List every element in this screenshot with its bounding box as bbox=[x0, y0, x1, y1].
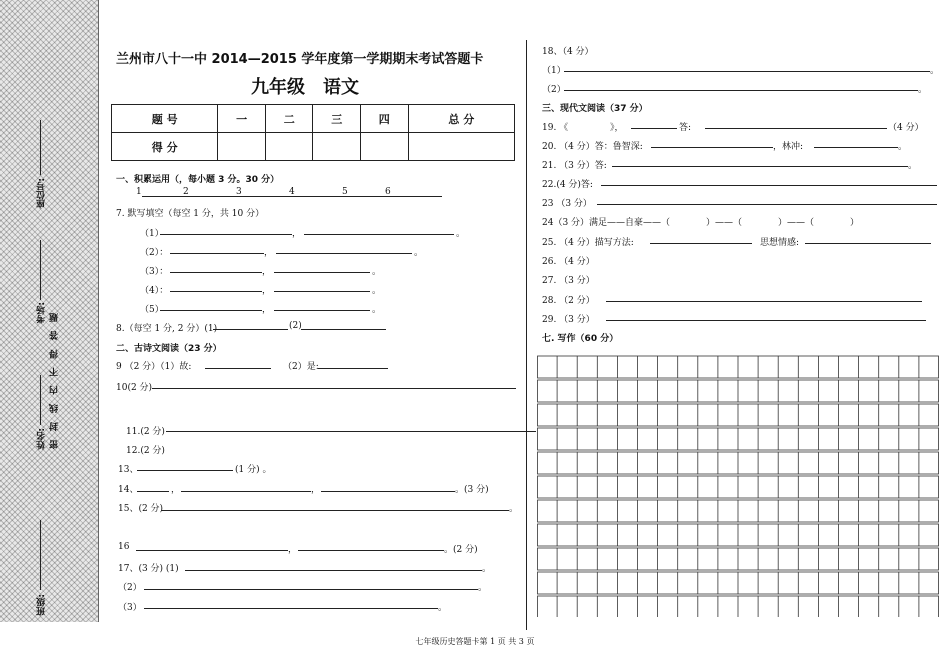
period: 。 bbox=[414, 248, 424, 258]
q25-answer-2[interactable] bbox=[805, 243, 931, 244]
score-header-cell: 三 bbox=[313, 105, 361, 133]
q19-label-c: 答: bbox=[679, 123, 692, 133]
q20-answer-2[interactable] bbox=[814, 147, 898, 148]
q9-label-2: （2）是: bbox=[283, 362, 319, 372]
score-input-cell[interactable] bbox=[408, 133, 514, 161]
room-underline bbox=[40, 240, 41, 300]
q18-label-2: （2） bbox=[542, 85, 566, 95]
score-table bbox=[111, 104, 515, 161]
comma: ， bbox=[311, 485, 321, 495]
q7-item-1: （1） bbox=[140, 229, 164, 239]
q1-6-answer-line[interactable] bbox=[142, 196, 442, 197]
q24-label: 24（3 分）满足——自豪——（ ）——（ ）——（ ） bbox=[542, 218, 860, 228]
q22-answer[interactable] bbox=[601, 185, 937, 186]
comma: ， bbox=[262, 286, 272, 296]
q17-label-3: （3） bbox=[118, 603, 142, 613]
q7-heading: 7. 默写填空（每空 1 分，共 10 分） bbox=[116, 209, 265, 219]
q7-item-2: （2）： bbox=[140, 248, 169, 258]
q1-number: 1 bbox=[136, 187, 142, 197]
q8-answer-2[interactable] bbox=[301, 329, 386, 330]
q20-label-b: ，林冲: bbox=[773, 142, 804, 152]
score-header-cell: 总 分 bbox=[408, 105, 514, 133]
q6-number: 6 bbox=[385, 187, 391, 197]
comma: ， bbox=[262, 267, 272, 277]
score-value-row bbox=[112, 133, 515, 161]
q9-label: 9 （2 分）（1）故: bbox=[116, 362, 192, 372]
answer-line[interactable] bbox=[160, 310, 262, 311]
answer-line[interactable] bbox=[170, 291, 262, 292]
q18-label-1: （1） bbox=[542, 66, 566, 76]
q15-label: 15、(2 分) bbox=[118, 504, 164, 514]
exam-subtitle: 九年级 语文 bbox=[251, 77, 359, 98]
answer-line[interactable] bbox=[274, 272, 370, 273]
exam-title: 兰州市八十一中 2014—2015 学年度第一学期期末考试答题卡 bbox=[116, 52, 484, 67]
comma: ， bbox=[171, 485, 181, 495]
score-header-cell: 一 bbox=[218, 105, 266, 133]
q11-label: 11.(2 分) bbox=[126, 427, 165, 437]
answer-line[interactable] bbox=[137, 491, 169, 492]
column-divider bbox=[526, 40, 527, 630]
answer-line[interactable] bbox=[170, 253, 264, 254]
q9-answer-1[interactable] bbox=[205, 368, 271, 369]
q5-number: 5 bbox=[342, 187, 348, 197]
period: 。 bbox=[372, 267, 382, 277]
q23-answer[interactable] bbox=[597, 204, 937, 205]
period: 。 bbox=[456, 229, 466, 239]
q7-item-5: （5） bbox=[140, 305, 164, 315]
answer-line[interactable] bbox=[274, 310, 370, 311]
answer-line[interactable] bbox=[276, 253, 412, 254]
q8-answer-1[interactable] bbox=[213, 329, 288, 330]
score-input-cell[interactable] bbox=[265, 133, 313, 161]
q22-label: 22.(4 分)答: bbox=[542, 180, 593, 190]
score-header-cell: 二 bbox=[265, 105, 313, 133]
q28-label: 28. （2 分） bbox=[542, 296, 595, 306]
q17-label-2: （2） bbox=[118, 583, 142, 593]
answer-line[interactable] bbox=[136, 550, 288, 551]
q19-answer[interactable] bbox=[705, 128, 887, 129]
q25-label-b: 思想情感: bbox=[760, 238, 800, 248]
comma: ， bbox=[288, 545, 298, 555]
answer-line[interactable] bbox=[181, 491, 311, 492]
q17-answer-2[interactable] bbox=[144, 589, 478, 590]
q17-answer-1[interactable] bbox=[185, 570, 482, 571]
room-label: 考场: bbox=[37, 302, 47, 324]
q21-label: 21. （3 分）答: bbox=[542, 161, 607, 171]
q9-answer-2[interactable] bbox=[318, 368, 388, 369]
name-underline bbox=[40, 375, 41, 425]
q14-label: 14、 bbox=[118, 485, 139, 495]
q28-answer[interactable] bbox=[606, 301, 922, 302]
q17-answer-3[interactable] bbox=[144, 608, 438, 609]
q25-label: 25. （4 分）描写方法: bbox=[542, 238, 634, 248]
answer-line[interactable] bbox=[321, 491, 455, 492]
q4-number: 4 bbox=[289, 187, 295, 197]
period: 。 bbox=[372, 305, 382, 315]
q7-item-4: （4）： bbox=[140, 286, 169, 296]
q25-answer-1[interactable] bbox=[650, 243, 752, 244]
section-1-heading: 一、积累运用（，每小题 3 分。30 分） bbox=[116, 175, 280, 185]
period: 。 bbox=[482, 564, 492, 574]
section-7-heading: 七. 写作（60 分） bbox=[542, 334, 619, 344]
answer-line[interactable] bbox=[274, 291, 370, 292]
q17-label: 17、(3 分) (1) bbox=[118, 564, 179, 574]
class-label: 班级: bbox=[37, 594, 47, 616]
score-row-label: 得 分 bbox=[112, 133, 218, 161]
q21-answer[interactable] bbox=[612, 166, 908, 167]
q11-answer[interactable] bbox=[166, 431, 536, 432]
q13-label: 13、 bbox=[118, 465, 139, 475]
score-input-cell[interactable] bbox=[218, 133, 266, 161]
section-3-heading: 三、现代文阅读（37 分） bbox=[542, 104, 648, 114]
comma: ， bbox=[292, 229, 302, 239]
period: 。 bbox=[478, 583, 488, 593]
q27-label: 27. （3 分） bbox=[542, 276, 595, 286]
period: 。 bbox=[918, 85, 928, 95]
period: 。 bbox=[509, 504, 519, 514]
q12-label: 12.(2 分) bbox=[126, 446, 165, 456]
q23-label: 23 （3 分） bbox=[542, 199, 592, 209]
q19-label-b: 》， bbox=[610, 123, 624, 133]
comma: ， bbox=[262, 305, 272, 315]
score-header-cell: 四 bbox=[361, 105, 409, 133]
q26-label: 26. （4 分） bbox=[542, 257, 595, 267]
q29-answer[interactable] bbox=[606, 320, 926, 321]
answer-line[interactable] bbox=[298, 550, 444, 551]
q19-label: 19. 《 bbox=[542, 123, 569, 133]
q8-label: 8.（每空 1 分, 2 分）(1) bbox=[116, 324, 218, 334]
score-input-cell[interactable] bbox=[361, 133, 409, 161]
seat-label: 座位号: bbox=[37, 178, 47, 209]
period: 。 bbox=[908, 161, 918, 171]
q29-label: 29. （3 分） bbox=[542, 315, 595, 325]
q3-number: 3 bbox=[236, 187, 242, 197]
q18-label: 18、（4 分） bbox=[542, 47, 594, 57]
period: 。 bbox=[898, 142, 908, 152]
comma: ， bbox=[264, 248, 274, 258]
class-underline bbox=[40, 520, 41, 590]
q8-label-2: (2) bbox=[289, 321, 302, 331]
q13-score: (1 分) 。 bbox=[235, 465, 272, 475]
period: 。 bbox=[372, 286, 382, 296]
q20-answer-1[interactable] bbox=[651, 147, 773, 148]
score-input-cell[interactable] bbox=[313, 133, 361, 161]
q15-answer[interactable] bbox=[161, 510, 509, 511]
seat-underline bbox=[40, 120, 41, 175]
name-label: 姓名: bbox=[37, 428, 47, 450]
q13-answer[interactable] bbox=[137, 470, 233, 471]
period: 。 bbox=[438, 603, 448, 613]
answer-line[interactable] bbox=[170, 272, 262, 273]
period: 。 bbox=[930, 66, 940, 76]
q18-answer-2[interactable] bbox=[564, 90, 918, 91]
answer-line[interactable] bbox=[304, 234, 454, 235]
q18-answer-1[interactable] bbox=[564, 71, 930, 72]
answer-line[interactable] bbox=[631, 128, 677, 129]
seal-warning: 密 封 线 内 不 得 答 题 bbox=[50, 310, 60, 449]
q19-score: （4 分） bbox=[888, 123, 924, 133]
q16-label: 16 bbox=[118, 542, 130, 552]
q2-number: 2 bbox=[183, 187, 189, 197]
q16-score: 。(2 分) bbox=[444, 545, 478, 555]
page-footer: 七年级历史答题卡第 1 页 共 3 页 bbox=[415, 637, 535, 646]
q7-item-3: （3）： bbox=[140, 267, 169, 277]
score-header-row bbox=[112, 105, 515, 133]
section-2-heading: 二、古诗文阅读（23 分） bbox=[116, 344, 222, 354]
score-header-cell: 题 号 bbox=[112, 105, 218, 133]
q10-answer[interactable] bbox=[152, 388, 516, 389]
composition-grid[interactable] bbox=[537, 355, 939, 617]
q10-label: 10(2 分) bbox=[116, 383, 153, 393]
q20-label: 20. （4 分）答：鲁智深: bbox=[542, 142, 643, 152]
answer-line[interactable] bbox=[160, 234, 292, 235]
q14-score: 。(3 分) bbox=[455, 485, 489, 495]
